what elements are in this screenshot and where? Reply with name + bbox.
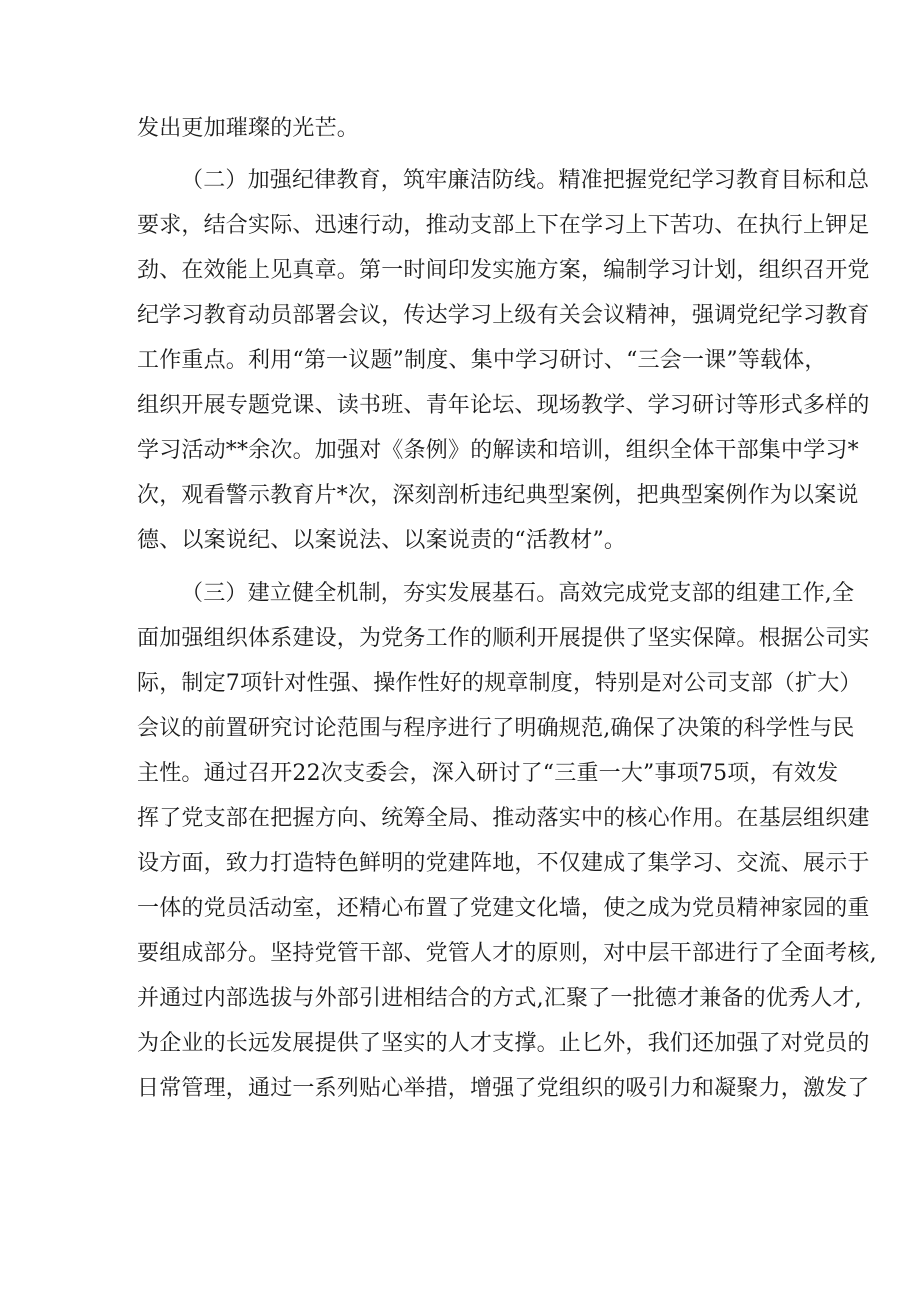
paragraph-2-line-9: 德、以案说纪、以案说法、以案说责的“活教材”。 [137,528,627,553]
paragraph-3-line-2: 面加强组织体系建设，为党务工作的顺利开展提供了坚实保障。根据公司实 [137,626,870,651]
paragraph-2-line-7: 学习活动**余次。加强对《条例》的解读和培训，组织全体干部集中学习* [137,438,859,463]
paragraph-2-line-1: （二）加强纪律教育，筑牢廉洁防线。精准把握党纪学习教育目标和总 [181,168,870,193]
paragraph-2-line-5: 工作重点。利用“第一议题”制度、集中学习研讨、“三会一课”等载体， [137,348,827,373]
paragraph-3-line-3: 际，制定7项针对性强、操作性好的规章制度，特别是对公司支部（扩大） [137,671,862,696]
paragraph-3-line-12: 日常管理，通过一系列贴心举措，增强了党组织的吸引力和凝聚力，激发了 [137,1076,870,1101]
paragraph-3-line-7: 设方面，致力打造特色鲜明的党建阵地，不仅建成了集学习、交流、展示于 [137,851,870,876]
paragraph-2-line-4: 纪学习教育动员部署会议，传达学习上级有关会议精神，强调党纪学习教育 [137,303,870,328]
paragraph-3-line-8: 一体的党员活动室，还精心布置了党建文化墙，使之成为党员精神家园的重 [137,896,870,921]
paragraph-3-line-4: 会议的前置研究讨论范围与程序进行了明确规范,确保了决策的科学性与民 [137,716,855,741]
paragraph-1-line-1: 发出更加璀璨的光芒。 [137,116,360,141]
paragraph-2-line-2: 要求，结合实际、迅速行动，推动支部上下在学习上下苦功、在执行上钾足 [137,213,870,238]
paragraph-3-line-5: 主性。通过召开22次支委会，深入研讨了“三重一大”事项75项，有效发 [137,761,839,786]
paragraph-3-line-11: 为企业的长远发展提供了坚实的人才支撑。止匕外，我们还加强了对党员的 [137,1031,870,1056]
paragraph-2-line-8: 次，观看警示教育片*次，深刻剖析违纪典型案例，把典型案例作为以案说 [137,483,859,508]
paragraph-3-line-10: 并通过内部选拔与外部引进相结合的方式,汇聚了一批德才兼备的优秀人才, [137,986,862,1011]
paragraph-3-line-9: 要组成部分。坚持党管干部、党管人才的原则，对中层干部进行了全面考核, [137,941,877,966]
paragraph-3-line-6: 挥了党支部在把握方向、统筹全局、推动落实中的核心作用。在基层组织建 [137,806,870,831]
paragraph-3-line-1: （三）建立健全机制，夯实发展基石。高效完成党支部的组建工作,全 [181,581,855,606]
paragraph-2-line-6: 组织开展专题党课、读书班、青年论坛、现场教学、学习研讨等形式多样的 [137,393,870,418]
paragraph-2-line-3: 劲、在效能上见真章。第一时间印发实施方案，编制学习计划，组织召开党 [137,258,870,283]
